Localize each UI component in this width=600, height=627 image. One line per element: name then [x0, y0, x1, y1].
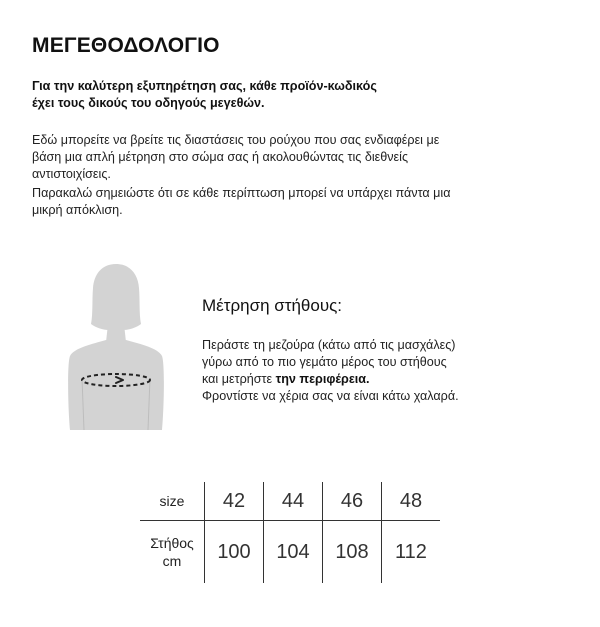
- table-row-chest: [140, 521, 440, 584]
- note-paragraph: [32, 185, 572, 219]
- size-cell: 48: [382, 482, 441, 521]
- table-row-size: [140, 482, 440, 521]
- intro-bold-line: Για την καλύτερη εξυπηρέτηση σας, κάθε προϊόν-κωδικός: [32, 79, 377, 93]
- female-torso-silhouette-icon: [62, 258, 170, 434]
- intro-paragraph: [32, 132, 572, 183]
- instruction-emphasis: την περιφέρεια.: [275, 372, 370, 386]
- chest-label: Στήθος: [150, 535, 194, 551]
- instruction-text: και μετρήστε: [202, 372, 276, 386]
- intro-bold-line: έχει τους δικούς του οδηγούς μεγεθών.: [32, 96, 265, 110]
- paragraph-line: βάση μια απλή μέτρηση στο σώμα σας ή ακολουθώντας τις διεθνείς: [32, 150, 409, 164]
- chest-cell: 100: [205, 521, 264, 584]
- size-cell: 42: [205, 482, 264, 521]
- size-cell: 44: [264, 482, 323, 521]
- paragraph-line: αντιστοιχίσεις.: [32, 167, 111, 181]
- neck-shape: [106, 324, 126, 342]
- size-cell: 46: [323, 482, 382, 521]
- chest-unit-label: cm: [162, 553, 182, 569]
- torso-illustration: [62, 258, 170, 434]
- chest-cell: 112: [382, 521, 441, 584]
- measurement-instructions: [202, 337, 582, 405]
- measurement-title: Μέτρηση στήθους:: [202, 296, 343, 315]
- instruction-line: Περάστε τη μεζούρα (κάτω από τις μασχάλες): [202, 338, 456, 352]
- row-label-size: size: [140, 482, 205, 521]
- chest-cell: 104: [264, 521, 323, 584]
- intro-bold-text: [32, 78, 552, 112]
- paragraph-line: μικρή απόκλιση.: [32, 203, 123, 217]
- page-title: ΜΕΓΕΘΟΔΟΛΟΓΙΟ: [32, 34, 220, 57]
- instruction-line: Φροντίστε να χέρια σας να είναι κάτω χαλαρά.: [202, 389, 459, 403]
- paragraph-line: Παρακαλώ σημειώστε ότι σε κάθε περίπτωση μπορεί να υπάρχει πάντα μια: [32, 186, 451, 200]
- size-chart-table: [140, 482, 440, 583]
- head-shape: [91, 264, 141, 330]
- row-label-chest: [140, 521, 205, 584]
- instruction-line: [202, 371, 582, 388]
- paragraph-line: Εδώ μπορείτε να βρείτε τις διαστάσεις του ρούχου που σας ενδιαφέρει με: [32, 133, 440, 147]
- instruction-line: γύρω από το πιο γεμάτο μέρος του στήθους: [202, 355, 447, 369]
- chest-cell: 108: [323, 521, 382, 584]
